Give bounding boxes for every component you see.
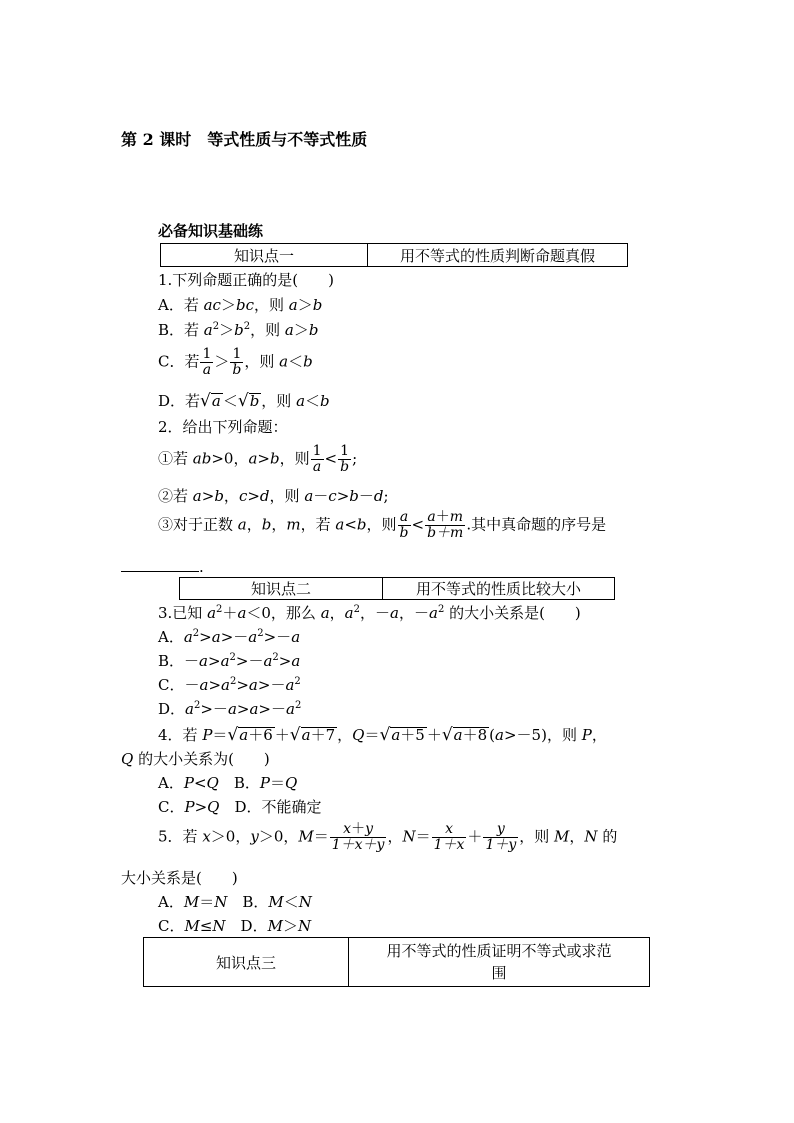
q4-options-cd: C．P>Q D．不能确定 [158, 798, 322, 816]
q4-stem-line2: Q 的大小关系为( ) [121, 750, 270, 768]
q5-options-cd: C．M≤N D．M＞N [158, 917, 312, 935]
knowledge-point-1-label: 知识点一 [161, 244, 368, 267]
knowledge-point-3-topic-line1: 用不等式的性质证明不等式或求范 [386, 942, 612, 960]
q5-stem-line2: 大小关系是( ) [121, 869, 238, 887]
q2-item-2: ②若 a>b，c>d，则 a－c>b－d; [158, 487, 389, 505]
q5-options-ab: A．M＝N B．M＜N [158, 893, 312, 911]
q5-stem-line1: 5．若 x＞0，y＞0，M＝ $\frac{x+y}{1+x+y}$ ，N＝ $\frac{x}{1+x}$ ＋ $\frac{y}{1+y}$ ，则 M，N 的 [158, 821, 618, 853]
q2-stem: 2．给出下列命题： [158, 418, 288, 436]
q1-stem: 1.下列命题正确的是( ) [158, 271, 335, 289]
knowledge-point-2-label: 知识点二 [180, 578, 383, 600]
knowledge-point-1-box [160, 243, 628, 267]
knowledge-point-3-topic [349, 938, 650, 987]
knowledge-point-3-label: 知识点三 [144, 938, 349, 987]
lesson-title: 第 2 课时 等式性质与不等式性质 [121, 130, 368, 149]
q4-stem-line1: 4．若 P＝√a＋6 ＋√a＋7 ，Q＝√a＋5 ＋√a＋8 (a>－5)，则 P， [158, 725, 607, 745]
q1-option-c: C．若 $\frac{1}{a}$ ＞ $\frac{1}{b}$ ，则 a＜b [158, 346, 313, 378]
knowledge-point-2-box [179, 577, 615, 600]
knowledge-point-3-box [143, 937, 650, 987]
q1-option-b: B．若 $a^2>b^2$，则 a＞b [158, 321, 319, 339]
knowledge-point-3-topic-line2: 围 [491, 964, 507, 982]
section-heading: 必备知识基础练 [158, 222, 264, 240]
knowledge-point-2-topic: 用不等式的性质比较大小 [383, 578, 615, 600]
q2-item-1: ①若 ab>0，a>b，则 $\frac{1}{a}$ < $\frac{1}{b}$ ; [158, 443, 358, 475]
q3-option-d: D．$a^2>-a>a>-a^2$ [158, 700, 302, 718]
q4-options-ab: A．P<Q B．P＝Q [158, 774, 298, 792]
knowledge-point-1-topic: 用不等式的性质判断命题真假 [368, 244, 628, 267]
q3-stem: 3.已知 $a^2+a<0$，那么 a，$a^2$，－a，$-a^2$ 的大小关系是( ) [158, 604, 581, 622]
q2-answer-blank[interactable]: . [121, 557, 204, 576]
q2-item-3: ③对于正数 a，b，m，若 a<b，则 $\frac{a}{b}$ < $\frac{a+m}{b+m}$ .其中真命题的序号是 [158, 509, 607, 541]
q3-option-b: B．$-a>a^2>-a^2>a$ [158, 652, 301, 670]
q1-option-d: D．若√a ＜√b ，则 a＜b [158, 391, 330, 411]
q3-option-c: C．$-a>a^2>a>-a^2$ [158, 676, 301, 694]
q3-option-a: A．$a^2>a>-a^2>-a$ [158, 628, 301, 646]
q1-option-a: A．若 ac＞bc，则 a＞b [158, 296, 323, 314]
